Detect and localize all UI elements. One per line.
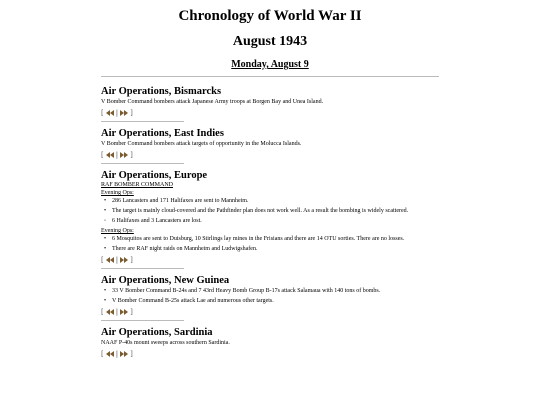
nav-bracket-open: [	[101, 151, 104, 159]
prev-arrow-icon[interactable]	[106, 110, 114, 116]
nav-bracket-open: [	[101, 308, 104, 316]
section-heading: Air Operations, East Indies	[101, 128, 224, 139]
ops-list	[101, 288, 439, 305]
nav-separator: |	[115, 350, 119, 358]
next-arrow-icon[interactable]	[120, 257, 128, 263]
section-heading: Air Operations, Europe	[101, 170, 208, 181]
section-divider	[101, 163, 184, 164]
day-heading: Monday, August 9	[231, 59, 309, 70]
next-arrow-icon[interactable]	[120, 110, 128, 116]
section-divider	[101, 268, 184, 269]
nav-separator: |	[115, 109, 119, 117]
section-europe	[101, 170, 439, 269]
prev-arrow-icon[interactable]	[106, 309, 114, 315]
section-divider	[101, 320, 184, 321]
ops-list	[101, 236, 439, 253]
prev-arrow-icon[interactable]	[106, 152, 114, 158]
nav-links	[101, 109, 439, 117]
section-heading: Air Operations, Bismarcks	[101, 86, 222, 97]
nav-links	[101, 308, 439, 316]
list-item: ◦ 6 Halifaxes and 3 Lancasters are lost.	[108, 218, 439, 225]
raf-bomber-command-link[interactable]: RAF BOMBER COMMAND	[101, 182, 174, 188]
nav-links	[101, 151, 439, 159]
month-heading: August 1943	[232, 34, 308, 49]
top-divider	[101, 76, 439, 77]
section-east-indies	[101, 128, 439, 164]
section-sardinia	[101, 327, 439, 358]
section-text: NAAF P-40s mount sweeps across southern Sardinia.	[101, 340, 230, 346]
prev-arrow-icon[interactable]	[106, 351, 114, 357]
page-title: Chronology of World War II	[178, 8, 362, 24]
list-item: • 286 Lancasters and 171 Halifaxes are sent to Mannheim.	[108, 198, 439, 205]
content	[101, 86, 439, 364]
prev-arrow-icon[interactable]	[106, 257, 114, 263]
section-new-guinea	[101, 275, 439, 321]
ops-list	[101, 198, 439, 225]
section-bismarcks	[101, 86, 439, 122]
nav-bracket-close: ]	[130, 151, 133, 159]
nav-bracket-open: [	[101, 350, 104, 358]
evening-ops-label: Evening Ops:	[101, 190, 134, 196]
list-item: • V Bomber Command B-25s attack Lae and numerous other targets.	[108, 298, 439, 305]
nav-links	[101, 350, 439, 358]
list-item: • There are RAF night raids on Mannheim and Ludwigshafen.	[108, 246, 439, 253]
nav-separator: |	[115, 256, 119, 264]
nav-bracket-open: [	[101, 109, 104, 117]
nav-links	[101, 256, 439, 264]
nav-bracket-close: ]	[130, 308, 133, 316]
list-item: • 33 V Bomber Command B-24s and 7 43rd Heavy Bomb Group B-17s attack Salamaua with 140 tons of bombs.	[108, 288, 439, 295]
list-item: • 6 Mosquitos are sent to Duisburg, 10 Stirlings lay mines in the Frisians and there are 14 OTU sorties. There are no losses.	[108, 236, 439, 243]
next-arrow-icon[interactable]	[120, 351, 128, 357]
nav-bracket-open: [	[101, 256, 104, 264]
evening-ops-label: Evening Ops:	[101, 228, 134, 234]
nav-separator: |	[115, 151, 119, 159]
next-arrow-icon[interactable]	[120, 152, 128, 158]
next-arrow-icon[interactable]	[120, 309, 128, 315]
nav-bracket-close: ]	[130, 350, 133, 358]
section-heading: Air Operations, Sardinia	[101, 327, 213, 338]
section-heading: Air Operations, New Guinea	[101, 275, 230, 286]
nav-separator: |	[115, 308, 119, 316]
nav-bracket-close: ]	[130, 256, 133, 264]
list-item: • The target is mainly cloud-covered and the Pathfinder plan does not work well. As a result the bombing is widely scattered.	[108, 208, 439, 215]
section-text: V Bomber Command bombers attack Japanese Army troops at Borgen Bay and Unea Island.	[101, 99, 324, 105]
nav-bracket-close: ]	[130, 109, 133, 117]
section-text: V Bomber Command bombers attack targets of opportunity in the Molucca Islands.	[101, 141, 302, 147]
section-divider	[101, 121, 184, 122]
